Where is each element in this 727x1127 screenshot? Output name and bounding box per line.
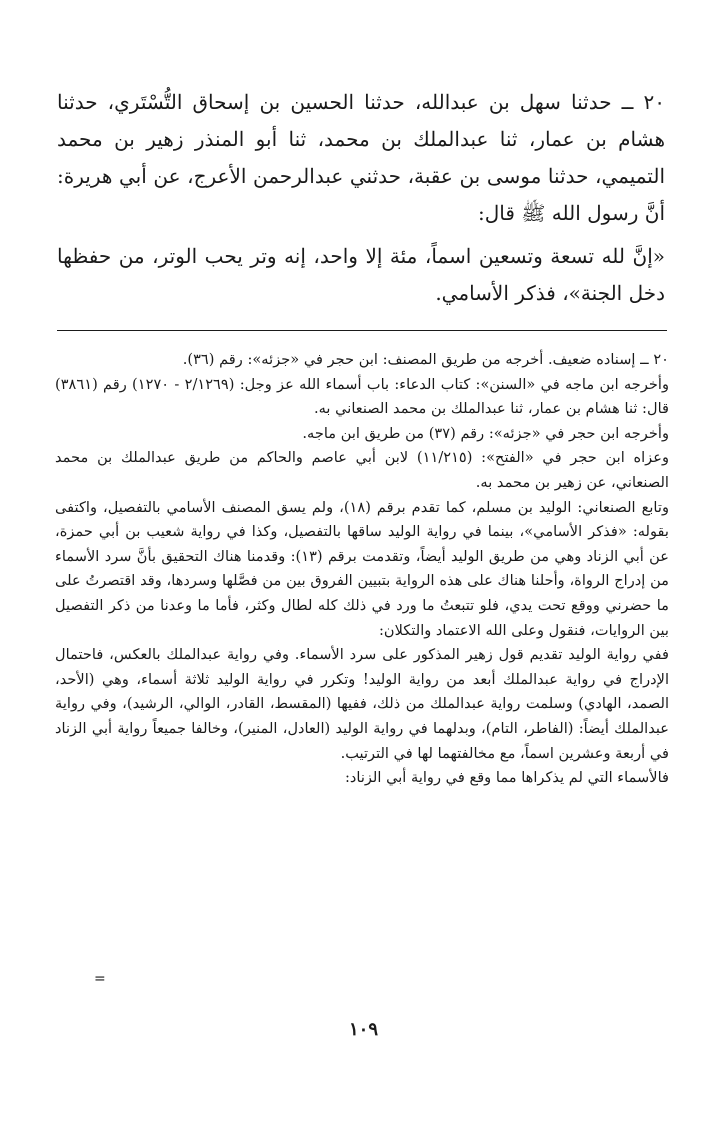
footnote-paragraph: فالأسماء التي لم يذكراها مما وقع في رواية أبي الزناد: xyxy=(344,769,669,787)
footnotes-block xyxy=(55,348,669,791)
hadith-isnad-paragraph: ٢٠ ــ حدثنا سهل بن عبدالله، حدثنا الحسين بن إسحاق التُّسْتَري، حدثنا هشام بن عمار، ثنا عبدالملك بن محمد، ثنا أبو المنذر زهير بن محمد التميمي، حدثنا موسى بن عقبة، حدثني عبدالرحمن الأعرج، عن أبي هريرة: أنَّ رسول الله ﷺ قال: xyxy=(57,90,665,225)
footnote-paragraph: وأخرجه ابن ماجه في «السنن»: كتاب الدعاء: باب أسماء الله عز وجل: (٢/١٢٦٩ - ١٢٧٠) رقم (٣٨٦١) قال: ثنا هشام بن عمار، ثنا عبدالملك بن محمد الصنعاني به. xyxy=(55,375,669,418)
footnote-paragraph: ٢٠ ــ إسناده ضعيف. أخرجه من طريق المصنف: ابن حجر في «جزئه»: رقم (٣٦). xyxy=(182,351,669,368)
main-text-block xyxy=(57,84,665,312)
footnote-paragraph: وتابع الصنعاني: الوليد بن مسلم، كما تقدم برقم (١٨)، ولم يسق المصنف الأسامي بالتفصيل، واكتفى بقوله: «فذكر الأسامي»، بينما في رواية الوليد ساقها بالتفصيل، وكذا في رواية شعيب بن أبي حمزة، عن أبي الزناد وهي من طريق الوليد أيضاً، وتقدمت برقم (١٣): وقدمنا هناك التحقيق بأنَّ سرد الأسماء من إدراج الرواة، وأحلنا هناك على هذه الرواية بتبيين الفروق بين من فصَّلها وسردها، وقد اقتصرتُ على ما حضرني ووقع تحت يدي، فلو تتبعتُ ما ورد في ذلك كله لطال وكثر، فأما ما وعدنا من ذكر التفصيل بين الروايات، فنقول وعلى الله الاعتماد والتكلان: xyxy=(55,498,669,639)
footnote-paragraph: ففي رواية الوليد تقديم قول زهير المذكور على سرد الأسماء. وفي رواية عبدالملك بالعكس، فاحتمال الإدراج في رواية عبدالملك أبعد من رواية الوليد! وتكرر في رواية الوليد ثلاثة أسماء، وهي (الأحد، الصمد، الهادي) وسلمت رواية عبدالملك من ذلك، ففيها (المقسط، القادر، الوالي، الرشيد)، وفي رواية عبدالملك أيضاً: (الفاطر، التام)، وبدلهما في رواية الوليد (العادل، المنير)، وخالفا جميعاً رواية أبي الزناد في أربعة وعشرين اسماً، مع مخالفتهما لها في الترتيب. xyxy=(55,646,669,762)
continuation-mark: = xyxy=(94,971,106,987)
footnote-divider xyxy=(57,330,667,331)
hadith-matn-paragraph: «إنَّ لله تسعة وتسعين اسماً، مئة إلا واحد، إنه وتر يحب الوتر، من حفظها دخل الجنة»، فذكر الأسامي. xyxy=(57,244,665,305)
footnote-paragraph: وعزاه ابن حجر في «الفتح»: (١١/٢١٥) لابن أبي عاصم والحاكم من طريق عبدالملك بن محمد الصنعاني، عن زهير بن محمد به. xyxy=(55,449,669,491)
footnote-paragraph: وأخرجه ابن حجر في «جزئه»: رقم (٣٧) من طريق ابن ماجه. xyxy=(302,424,669,442)
page-number: ١٠٩ xyxy=(348,1019,378,1040)
